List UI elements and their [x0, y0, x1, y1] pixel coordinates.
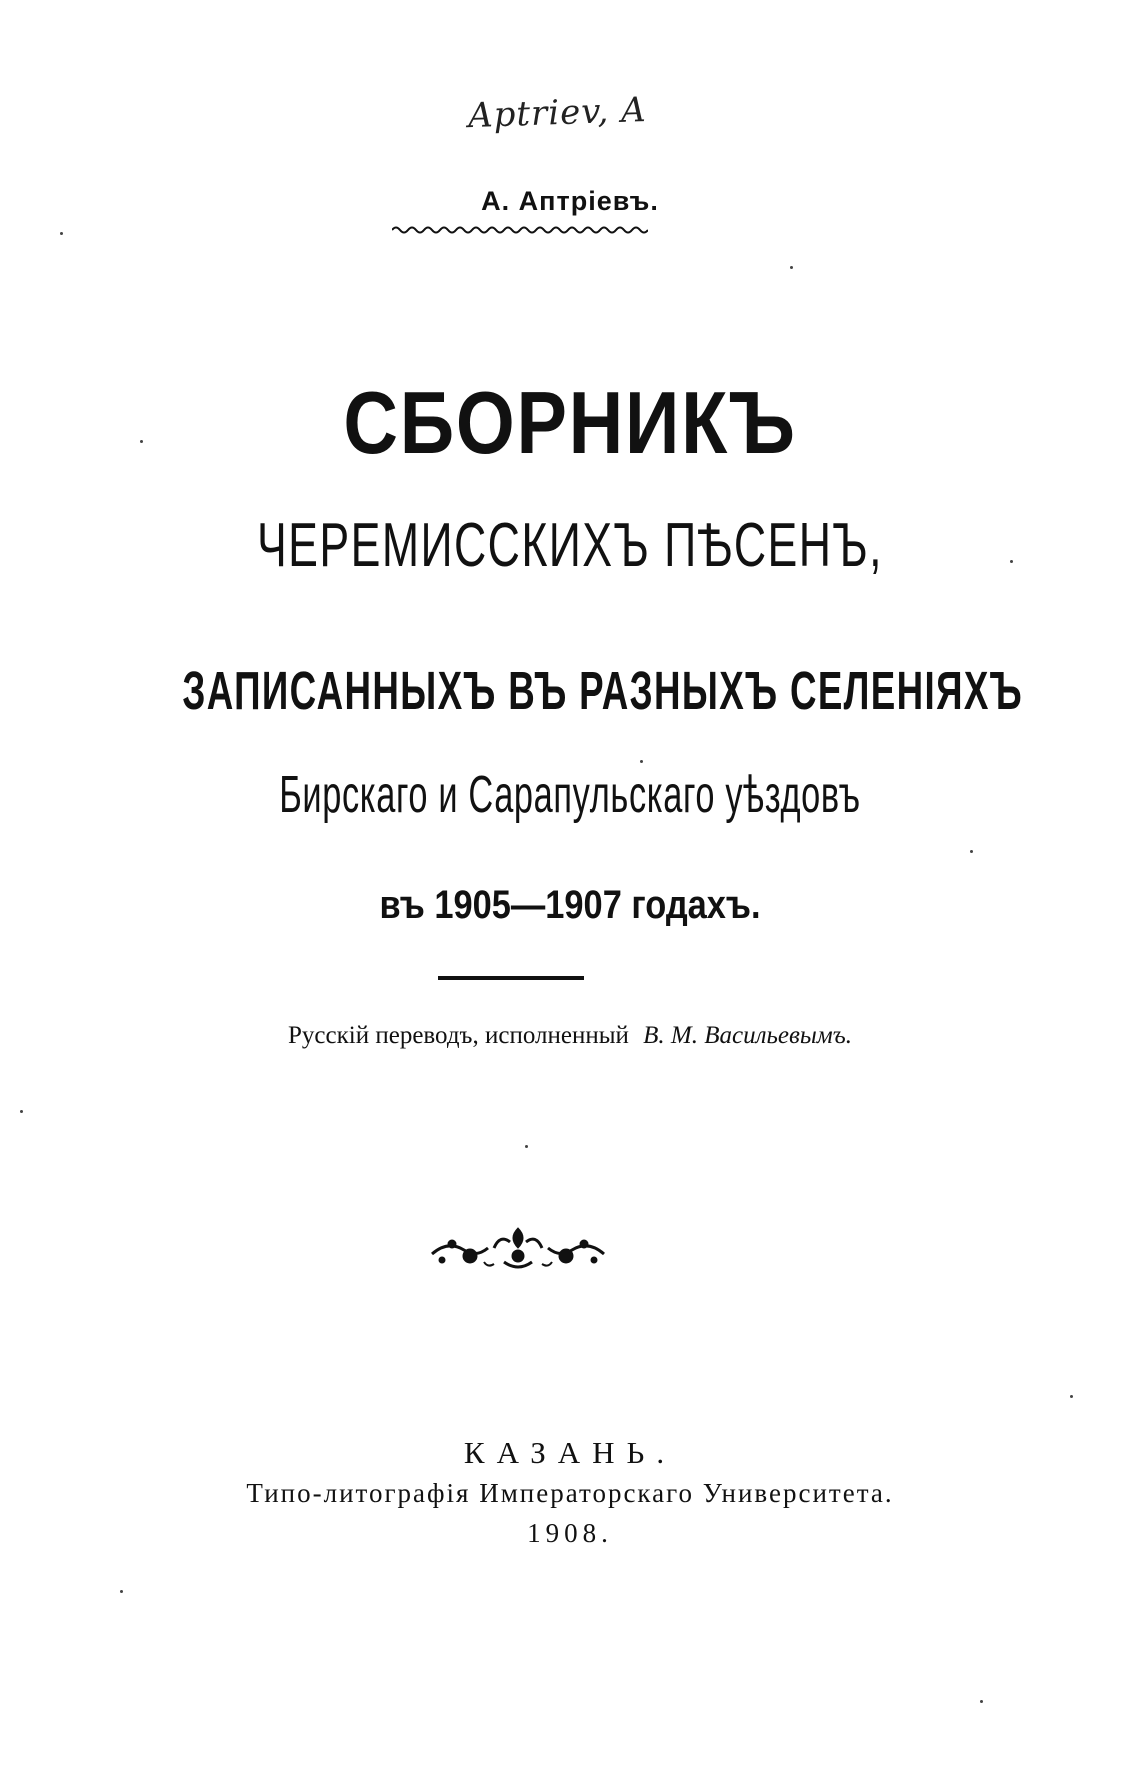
paper-speck — [790, 266, 793, 269]
paper-speck — [140, 440, 143, 443]
translation-text: Русскій переводъ, исполненный — [288, 1022, 629, 1049]
imprint-press: Типо-литографія Императорскаго Университета. — [246, 1478, 894, 1508]
horizontal-rule — [438, 976, 584, 980]
paper-speck — [20, 1110, 23, 1113]
wavy-underline — [392, 225, 648, 235]
paper-speck — [640, 760, 643, 763]
title-line-4: Бирскаго и Сарапульскаго уѣздовъ — [279, 766, 861, 824]
paper-speck — [1070, 1395, 1073, 1398]
translation-note — [0, 1022, 1140, 1050]
paper-speck — [980, 1700, 983, 1703]
imprint-year: 1908. — [527, 1518, 613, 1548]
title-line-5: въ 1905—1907 годахъ. — [379, 883, 761, 927]
translator-name: В. М. Васильевымъ. — [643, 1022, 852, 1049]
title-line-1: СБОРНИКЪ — [343, 373, 797, 472]
handwritten-note: Aptriev, A — [467, 89, 648, 137]
paper-speck — [970, 850, 973, 853]
imprint-city: КАЗАНЬ. — [463, 1435, 677, 1470]
author-name: А. Аптріевъ. — [481, 186, 659, 216]
title-line-3: ЗАПИСАННЫХЪ ВЪ РАЗНЫХЪ СЕЛЕНІЯХЪ — [182, 661, 1023, 721]
paper-speck — [60, 232, 63, 235]
paper-speck — [525, 1145, 528, 1148]
paper-speck — [1010, 560, 1013, 563]
paper-speck — [120, 1590, 123, 1593]
title-line-2: ЧЕРЕМИССКИХЪ ПѢСЕНЪ, — [256, 511, 884, 580]
floral-ornament-icon — [428, 1218, 608, 1278]
